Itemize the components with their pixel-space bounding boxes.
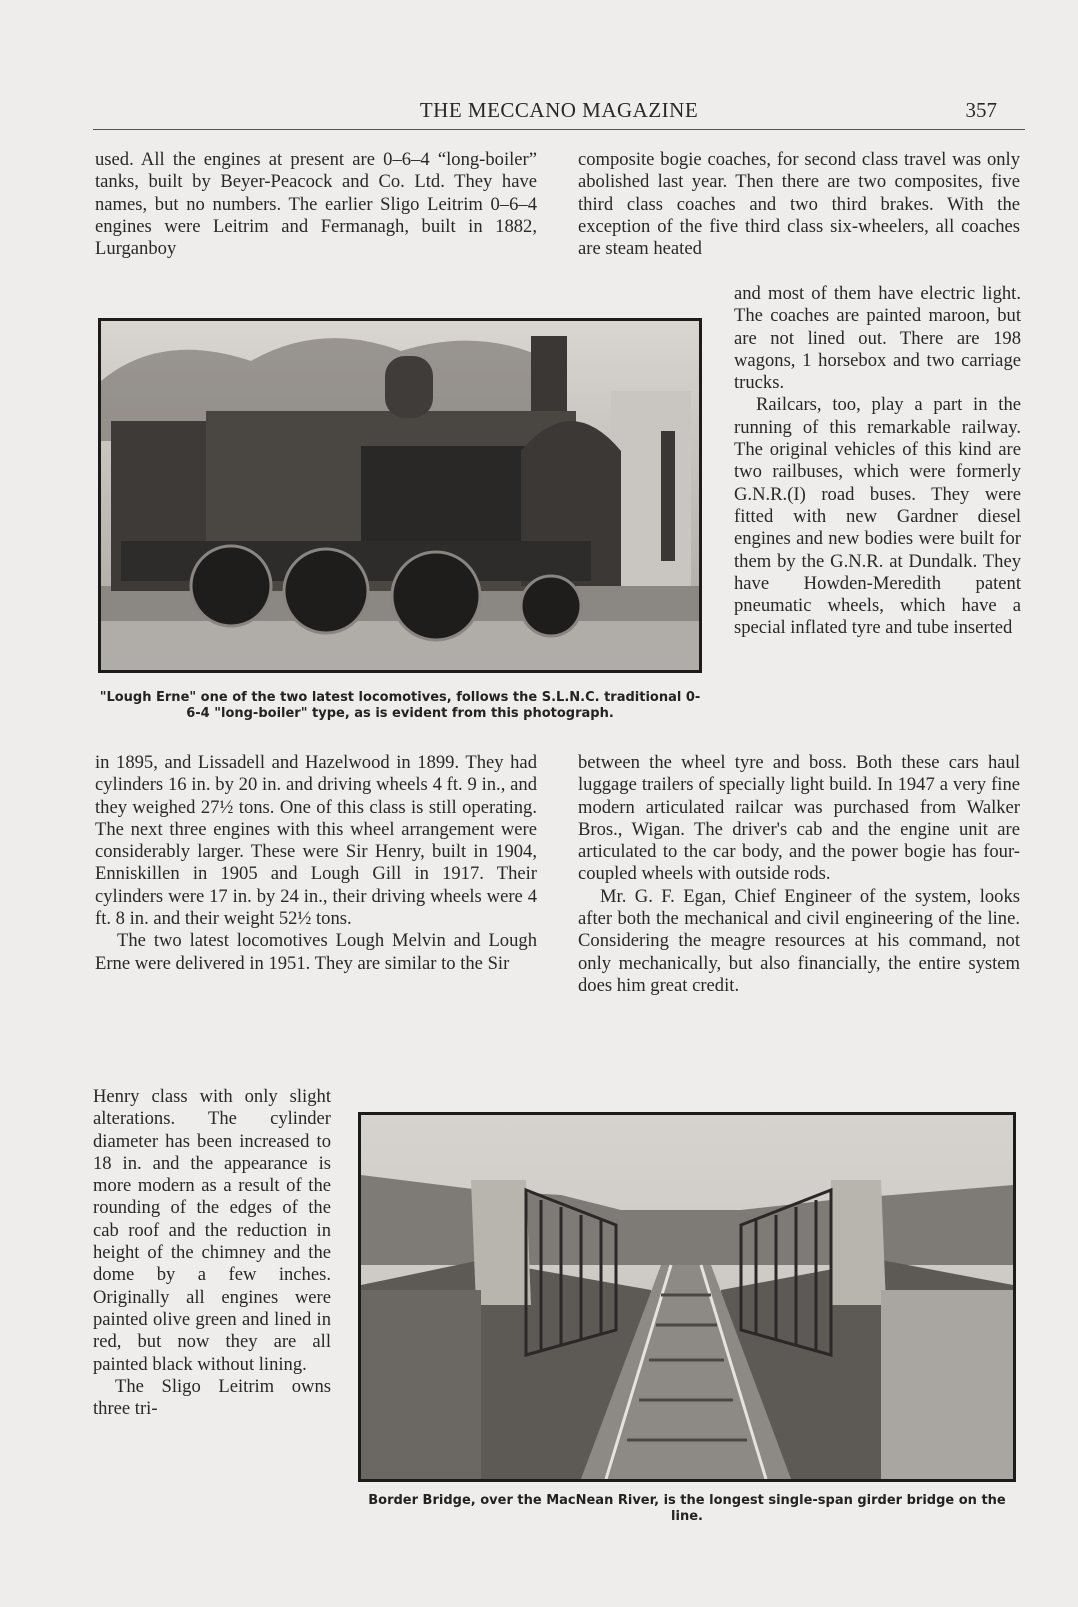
bridge-image <box>361 1115 1013 1479</box>
paragraph: Railcars, too, play a part in the running of this remarkable railway. The original vehicles of this kind are two railbuses, which were formerly G.N.R.(I) road buses. They were fitted with new Gardner diesel engines and new bodies were built for them by the G.N.R. at Dundalk. They have Howden-Meredith patent pneumatic wheels, which have a special inflated tyre and tube inserted <box>734 394 1021 639</box>
header-rule <box>93 129 1025 130</box>
page-header <box>93 96 1025 128</box>
paragraph: The two latest locomotives Lough Melvin and Lough Erne were delivered in 1951. They are similar to the Sir <box>95 930 537 974</box>
paragraph: Henry class with only slight alterations. The cylinder diameter has been increased to 18 in. and the appearance is more modern as a result of the rounding of the edges of the cab roof and the reduction in height of the chimney and the dome by a few inches. Originally all engines were painted olive green and lined in red, but now they are all painted black without lining. <box>93 1086 331 1375</box>
bridge-caption: Border Bridge, over the MacNean River, is the longest single-span girder bridge on the line. <box>368 1493 1006 1524</box>
paragraph: The Sligo Leitrim owns three tri- <box>93 1375 331 1420</box>
paragraph: Mr. G. F. Egan, Chief Engineer of the system, looks after both the mechanical and civil engineering of the line. Considering the meagre resources at his command, not only mechanically, but also financially, the entire system does him great credit. <box>578 885 1020 996</box>
paragraph: between the wheel tyre and boss. Both these cars haul luggage trailers of specially light build. In 1947 a very fine modern articulated railcar was purchased from Walker Bros., Wigan. The driver's cab and the engine unit are articulated to the car body, and the power bogie has four-coupled wheels with outside rods. <box>578 752 1020 885</box>
bridge-photo <box>358 1112 1016 1482</box>
paragraph: composite bogie coaches, for second class travel was only abolished last year. Then there are two composites, five third class coaches and two third brakes. With the exception of the five third class six-wheelers, all coaches are steam heated <box>578 149 1020 260</box>
paragraph: used. All the engines at present are 0–6–4 “long-boiler” tanks, built by Beyer-Peacock and Co. Ltd. They have names, but no numbers. The earlier Sligo Leitrim 0–6–4 engines were Leitrim and Fermanagh, built in 1882, Lurganboy <box>95 149 537 260</box>
locomotive-photo <box>98 318 702 673</box>
magazine-title: THE MECCANO MAGAZINE <box>419 98 699 122</box>
locomotive-image <box>101 321 699 670</box>
left-column-middle <box>95 752 537 975</box>
right-column-narrow <box>734 283 1021 640</box>
locomotive-caption: "Lough Erne" one of the two latest locomotives, follows the S.L.N.C. traditional 0-6-4 "long-boiler" type, as is evident from this photograph. <box>99 690 701 721</box>
left-column-bottom <box>93 1086 331 1420</box>
paragraph: and most of them have electric light. The coaches are painted maroon, but are not lined out. There are 198 wagons, 1 horsebox and two carriage trucks. <box>734 283 1021 394</box>
right-column-lower <box>578 752 1020 997</box>
left-column-top <box>95 149 537 260</box>
paragraph: in 1895, and Lissadell and Hazelwood in 1899. They had cylinders 16 in. by 20 in. and driving wheels 4 ft. 9 in., and they weighed 27½ tons. One of this class is still operating. The next three engines with this wheel arrangement were considerably larger. These were Sir Henry, built in 1904, Enniskillen in 1905 and Lough Gill in 1917. Their cylinders were 17 in. by 24 in., their driving wheels were 4 ft. 8 in. and their weight 52½ tons. <box>95 752 537 930</box>
right-column-top <box>578 149 1020 260</box>
page-number: 357 <box>965 98 997 122</box>
